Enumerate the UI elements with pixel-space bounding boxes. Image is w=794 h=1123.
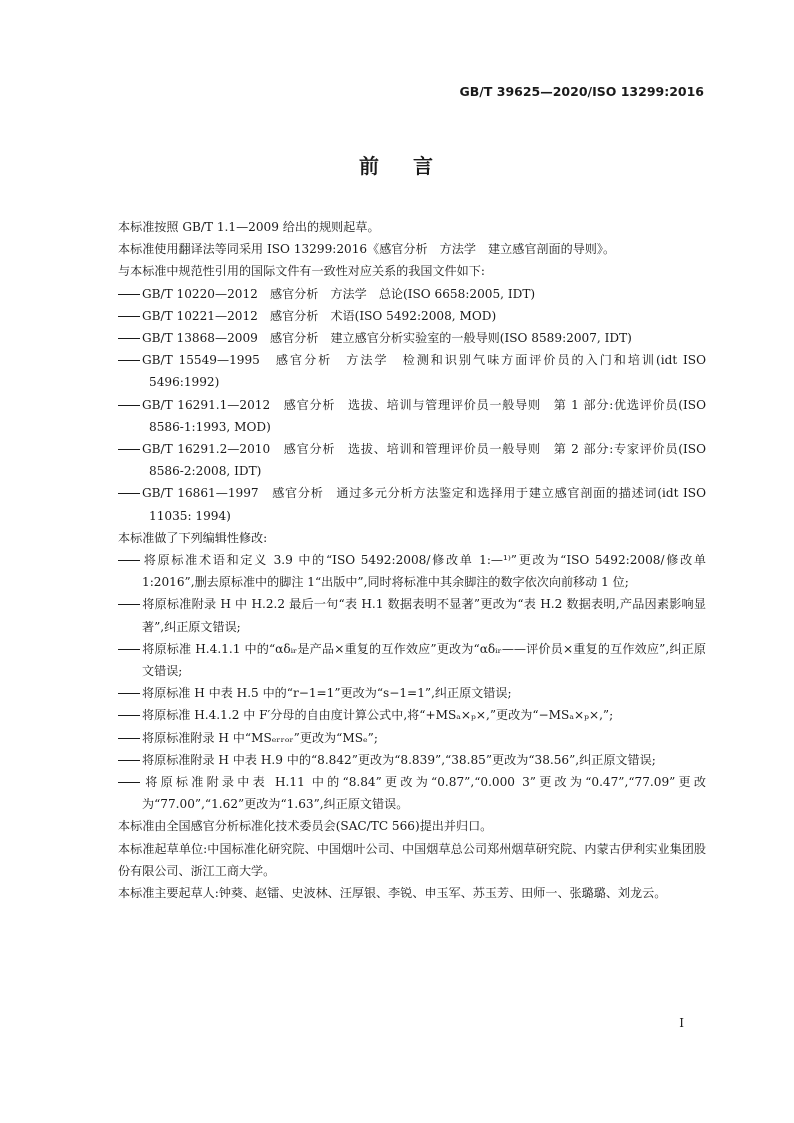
reference-item: GB/T 16291.1—2012 感官分析 选拔、培训与管理评价员一般导则 第 1 部分:优选评价员(ISO 8586-1:1993, MOD): [118, 394, 706, 438]
dash-icon: [118, 649, 142, 650]
paragraph-drafting-units: 本标准起草单位:中国标准化研究院、中国烟叶公司、中国烟草总公司郑州烟草研究院、内蒙古伊利实业集团股份有限公司、浙江工商大学。: [118, 841, 706, 878]
edit-item: 将原标准 H.4.1.2 中 F′分母的自由度计算公式中,将“+MSₐ×ₚ×,”更改为“−MSₐ×ₚ×,”;: [118, 704, 706, 726]
dash-icon: [118, 294, 142, 295]
dash-icon: [118, 360, 142, 361]
dash-icon: [118, 338, 142, 339]
dash-icon: [118, 738, 142, 739]
dash-icon: [118, 493, 142, 494]
edit-item: 将原标准 H 中表 H.5 中的“r−1=1”更改为“s−1=1”,纠正原文错误;: [118, 682, 706, 704]
page-title: [0, 150, 794, 179]
paragraph-proposer: 本标准由全国感官分析标准化技术委员会(SAC/TC 566)提出并归口。: [118, 819, 493, 834]
dash-icon: [118, 560, 142, 561]
standard-code: GB/T 39625—2020/ISO 13299:2016: [459, 84, 704, 99]
paragraph-drafting-rules: 本标准按照 GB/T 1.1—2009 给出的规则起草。: [118, 220, 380, 234]
dash-icon: [118, 604, 142, 605]
reference-item: GB/T 16861—1997 感官分析 通过多元分析方法鉴定和选择用于建立感官剖面的描述词(idt ISO 11035: 1994): [118, 482, 706, 526]
title-part-2: 言: [413, 154, 435, 178]
title-part-1: 前: [359, 154, 381, 178]
reference-item: GB/T 10221—2012 感官分析 术语(ISO 5492:2008, MOD): [118, 305, 706, 327]
dash-icon: [118, 760, 142, 761]
dash-icon: [118, 693, 142, 694]
page-number: I: [679, 1016, 684, 1030]
edit-item: 将原标准附录 H 中“MSₑᵣᵣₒᵣ”更改为“MSₑ”;: [118, 727, 706, 749]
dash-icon: [118, 405, 142, 406]
dash-icon: [118, 316, 142, 317]
edit-item: 将原标准附录 H 中表 H.9 中的“8.842”更改为“8.839”,“38.85”更改为“38.56”,纠正原文错误;: [118, 749, 706, 771]
paragraph-edits-intro: 本标准做了下列编辑性修改:: [118, 530, 268, 545]
paragraph-references-intro: 与本标准中规范性引用的国际文件有一致性对应关系的我国文件如下:: [118, 264, 485, 279]
edit-item: 将原标准附录 H 中 H.2.2 最后一句“表 H.1 数据表明不显著”更改为“表 H.2 数据表明,产品因素影响显著”,纠正原文错误;: [118, 593, 706, 637]
paragraph-drafters: 本标准主要起草人:钟葵、赵镭、史波林、汪厚银、李锐、申玉军、苏玉芳、田师一、张璐璐、刘龙云。: [118, 886, 667, 901]
reference-item: GB/T 15549—1995 感官分析 方法学 检测和识别气味方面评价员的入门和培训(idt ISO 5496:1992): [118, 349, 706, 393]
reference-item: GB/T 13868—2009 感官分析 建立感官分析实验室的一般导则(ISO 8589:2007, IDT): [118, 327, 706, 349]
dash-icon: [118, 782, 142, 783]
edit-item: 将原标准 H.4.1.1 中的“αδᵢᵣ是产品×重复的互作效应”更改为“αδᵢᵣ——评价员×重复的互作效应”,纠正原文错误;: [118, 638, 706, 682]
dash-icon: [118, 715, 142, 716]
dash-icon: [118, 449, 142, 450]
reference-item: GB/T 16291.2—2010 感官分析 选拔、培训和管理评价员一般导则 第 2 部分:专家评价员(ISO 8586-2:2008, IDT): [118, 438, 706, 482]
foreword-body: [118, 216, 706, 904]
edit-item: 将原标准附录中表 H.11 中的“8.84”更改为“0.87”,“0.000 3”更改为“0.47”,“77.09”更改为“77.00”,“1.62”更改为“1.63”,纠正原文错误。: [118, 771, 706, 815]
paragraph-adoption: 本标准使用翻译法等同采用 ISO 13299:2016《感官分析 方法学 建立感官剖面的导则》。: [118, 242, 616, 257]
edit-item: 将原标准术语和定义 3.9 中的“ISO 5492:2008/修改单 1:—¹⁾”更改为“ISO 5492:2008/修改单 1:2016”,删去原标准中的脚注 1“出版中”,同时将标准中其余脚注的数字依次向前移动 1 位;: [118, 549, 706, 593]
reference-item: GB/T 10220—2012 感官分析 方法学 总论(ISO 6658:2005, IDT): [118, 283, 706, 305]
